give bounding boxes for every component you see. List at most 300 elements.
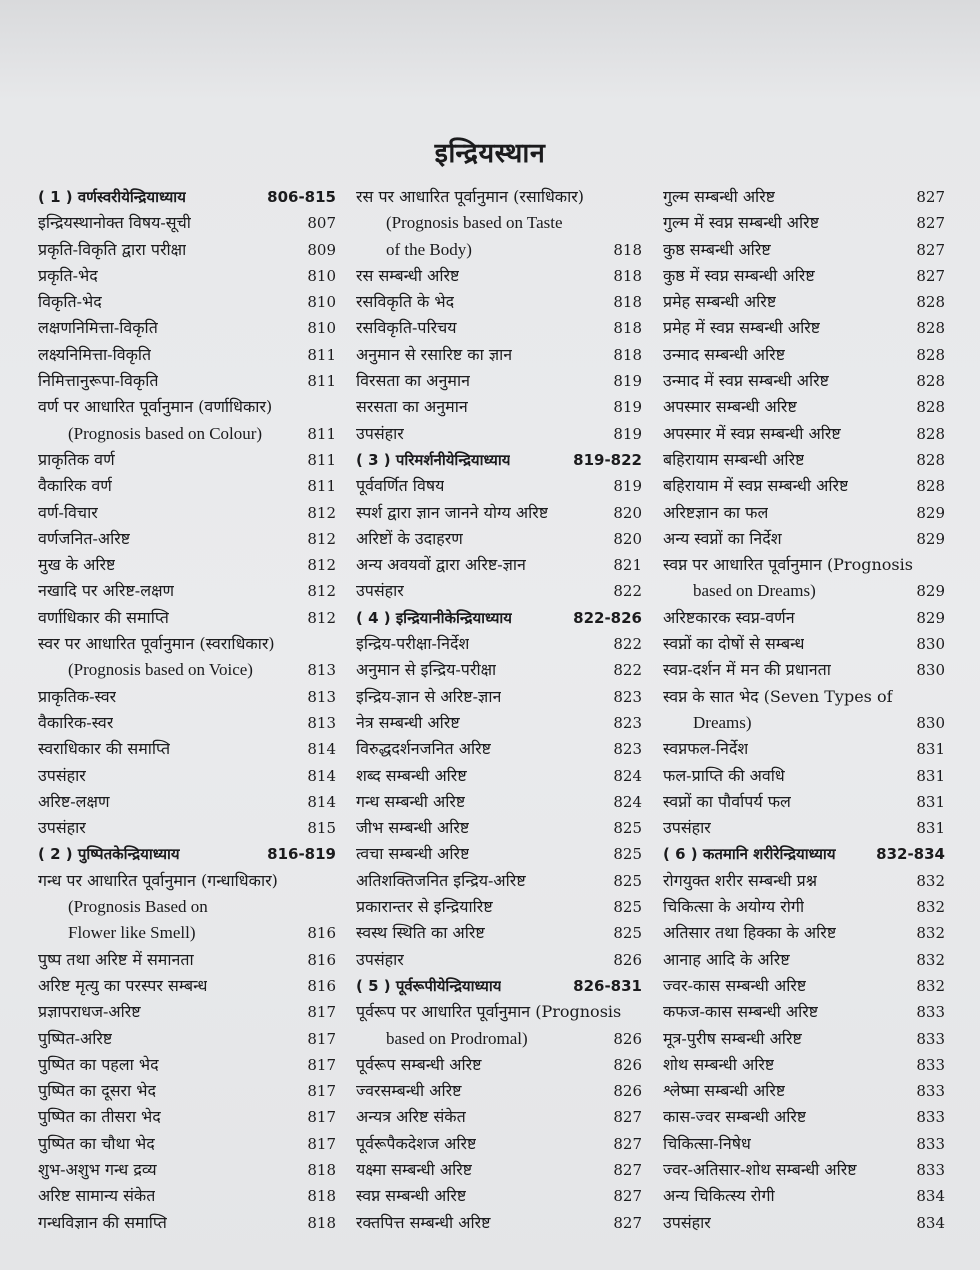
toc-entry	[356, 394, 642, 420]
entry-title: स्वस्थ स्थिति का अरिष्ट	[356, 923, 485, 943]
page-number: 823	[613, 713, 642, 732]
page-number: 818	[613, 240, 642, 259]
page-number: 833	[916, 1003, 945, 1022]
page-number: 833	[916, 1055, 945, 1074]
toc-entry	[356, 237, 642, 263]
entry-title: अरिष्ट सामान्य संकेत	[38, 1186, 156, 1206]
toc-entry	[356, 684, 642, 710]
entry-title: पुष्पित का तीसरा भेद	[38, 1107, 161, 1127]
entry-title: गन्धविज्ञान की समाप्ति	[38, 1212, 167, 1232]
page-number: 812	[307, 608, 336, 627]
page-number: 828	[916, 293, 945, 312]
toc-entry	[663, 1183, 945, 1209]
page-number: 816-819	[267, 845, 336, 864]
page-number: 829	[916, 503, 945, 522]
page-number: 831	[916, 766, 945, 785]
toc-entry	[663, 657, 945, 683]
toc-entry	[38, 1078, 336, 1104]
toc-entry	[663, 920, 945, 946]
page-number: 818	[307, 1213, 336, 1232]
toc-entry	[38, 710, 336, 736]
entry-title: गन्ध सम्बन्धी अरिष्ट	[356, 791, 466, 811]
toc-entry	[38, 894, 336, 920]
page-number: 829	[916, 582, 945, 601]
entry-title: नेत्र सम्बन्धी अरिष्ट	[356, 712, 460, 732]
entry-title: निमित्तानुरूपा-विकृति	[38, 371, 159, 391]
entry-title: इन्द्रिय-ज्ञान से अरिष्ट-ज्ञान	[356, 686, 502, 706]
entry-title: विरसता का अनुमान	[356, 371, 470, 391]
page-number: 810	[307, 319, 336, 338]
toc-entry	[663, 763, 945, 789]
toc-entry	[663, 605, 945, 631]
page-number: 832	[916, 976, 945, 995]
toc-entry	[663, 552, 945, 578]
page-number: 819	[613, 372, 642, 391]
toc-entry	[38, 1052, 336, 1078]
toc-entry	[663, 1104, 945, 1130]
entry-title: वर्ण-विचार	[38, 502, 98, 522]
entry-title: अरिष्टकारक स्वप्न-वर्णन	[663, 607, 795, 627]
entry-title: अपस्मार सम्बन्धी अरिष्ट	[663, 397, 797, 417]
toc-entry	[38, 1026, 336, 1052]
toc-entry	[356, 500, 642, 526]
toc-entry	[38, 947, 336, 973]
page-number: 814	[307, 766, 336, 785]
page-number: 832-834	[876, 845, 945, 864]
entry-title: स्वराधिकार की समाप्ति	[38, 739, 171, 759]
page-number: 817	[307, 1134, 336, 1153]
toc-entry	[38, 315, 336, 341]
entry-title: ( 3 ) परिमर्शनीयेन्द्रियाध्याय	[356, 450, 511, 469]
entry-title: उन्माद में स्वप्न सम्बन्धी अरिष्ट	[663, 371, 830, 391]
page-number: 827	[613, 1108, 642, 1127]
entry-title: स्पर्श द्वारा ज्ञान जानने योग्य अरिष्ट	[356, 502, 549, 522]
page-number: 827	[613, 1213, 642, 1232]
page-number: 834	[916, 1187, 945, 1206]
toc-entry	[38, 421, 336, 447]
entry-title: ज्वर-कास सम्बन्धी अरिष्ट	[663, 975, 807, 995]
toc-entry	[38, 789, 336, 815]
toc-entry	[356, 1183, 642, 1209]
toc-entry	[356, 421, 642, 447]
entry-title: आनाह आदि के अरिष्ट	[663, 949, 790, 969]
page-number: 819	[613, 398, 642, 417]
entry-title: फल-प्राप्ति की अवधि	[663, 765, 785, 785]
page-number: 818	[613, 345, 642, 364]
entry-title: उपसंहार	[38, 818, 86, 838]
entry-title: अरिष्ट-लक्षण	[38, 791, 110, 811]
toc-entry	[38, 1183, 336, 1209]
entry-title: वर्णाधिकार की समाप्ति	[38, 607, 169, 627]
entry-title: अन्य चिकित्स्य रोगी	[663, 1186, 775, 1206]
toc-entry	[38, 210, 336, 236]
entry-title: रस पर आधारित पूर्वानुमान (रसाधिकार)	[356, 187, 585, 206]
entry-title: (Prognosis based on Voice)	[68, 660, 253, 680]
toc-entry	[356, 868, 642, 894]
chapter-heading	[38, 184, 336, 210]
toc-entry	[663, 736, 945, 762]
toc-entry	[356, 920, 642, 946]
toc-entry	[356, 1131, 642, 1157]
page-number: 824	[613, 792, 642, 811]
entry-title: स्वप्न पर आधारित पूर्वानुमान (Prognosis	[663, 555, 913, 575]
toc-entry	[38, 289, 336, 315]
toc-entry	[356, 263, 642, 289]
toc-entry	[356, 631, 642, 657]
page-number: 811	[307, 372, 336, 391]
entry-title: स्वप्नों का दोषों से सम्बन्ध	[663, 634, 805, 654]
entry-title: based on Dreams)	[693, 581, 816, 601]
page-number: 822-826	[573, 608, 642, 627]
entry-title: कास-ज्वर सम्बन्धी अरिष्ट	[663, 1107, 807, 1127]
page-number: 820	[613, 503, 642, 522]
entry-title: मुख के अरिष्ट	[38, 555, 116, 575]
entry-title: मूत्र-पुरीष सम्बन्धी अरिष्ट	[663, 1028, 802, 1048]
page-number: 826	[613, 1055, 642, 1074]
toc-entry	[38, 920, 336, 946]
page-number: 825	[613, 871, 642, 890]
toc-entry	[356, 789, 642, 815]
page-number: 820	[613, 529, 642, 548]
toc-entry	[38, 868, 336, 894]
toc-entry	[356, 1052, 642, 1078]
page-number: 828	[916, 477, 945, 496]
entry-title: ( 2 ) पुष्पितकेन्द्रियाध्याय	[38, 845, 180, 864]
page-number: 832	[916, 950, 945, 969]
entry-title: अन्य अवयवों द्वारा अरिष्ट-ज्ञान	[356, 555, 526, 575]
page-number: 819-822	[573, 450, 642, 469]
page-number: 811	[307, 345, 336, 364]
page-number: 815	[307, 819, 336, 838]
page-number: 829	[916, 529, 945, 548]
page-number: 830	[916, 713, 945, 732]
page-number: 830	[916, 635, 945, 654]
entry-title: पुष्पित का पहला भेद	[38, 1054, 159, 1074]
toc-entry	[663, 473, 945, 499]
page-number: 813	[307, 661, 336, 680]
entry-title: शोथ सम्बन्धी अरिष्ट	[663, 1054, 775, 1074]
toc-entry	[356, 710, 642, 736]
page-number: 832	[916, 871, 945, 890]
page-number: 833	[916, 1160, 945, 1179]
entry-title: वैकारिक-स्वर	[38, 712, 114, 732]
toc-entry	[663, 973, 945, 999]
toc-entry	[356, 736, 642, 762]
entry-title: ज्वर-अतिसार-शोथ सम्बन्धी अरिष्ट	[663, 1159, 857, 1179]
page-number: 823	[613, 740, 642, 759]
toc-entry	[356, 841, 642, 867]
entry-title: उपसंहार	[356, 581, 404, 601]
entry-title: गन्ध पर आधारित पूर्वानुमान (गन्धाधिकार)	[38, 870, 278, 890]
entry-title: स्वप्नों का पौर्वापर्य फल	[663, 791, 791, 811]
toc-entry	[38, 473, 336, 499]
page-number: 818	[613, 293, 642, 312]
page-number: 827	[916, 266, 945, 285]
page-number: 812	[307, 529, 336, 548]
entry-title: अपस्मार में स्वप्न सम्बन्धी अरिष्ट	[663, 423, 841, 443]
toc-entry	[356, 999, 642, 1025]
toc-entry	[663, 184, 945, 210]
toc-entry	[38, 1104, 336, 1130]
entry-title: (Prognosis Based on	[68, 897, 208, 917]
page-number: 826	[613, 1029, 642, 1048]
toc-entry	[356, 657, 642, 683]
page-number: 816	[307, 950, 336, 969]
toc-entry	[38, 736, 336, 762]
entry-title: जीभ सम्बन्धी अरिष्ट	[356, 818, 470, 838]
page-number: 816	[307, 976, 336, 995]
toc-entry	[663, 1026, 945, 1052]
entry-title: (Prognosis based on Taste	[386, 213, 563, 233]
entry-title: स्वर पर आधारित पूर्वानुमान (स्वराधिकार)	[38, 634, 275, 654]
toc-entry	[663, 684, 945, 710]
page-number: 833	[916, 1108, 945, 1127]
entry-title: अरिष्टों के उदाहरण	[356, 528, 463, 548]
page-number: 814	[307, 740, 336, 759]
page-number: 826	[613, 1082, 642, 1101]
entry-title: ( 4 ) इन्द्रियानीकेन्द्रियाध्याय	[356, 608, 512, 627]
page-number: 812	[307, 556, 336, 575]
entry-title: अतिशक्तिजनित इन्द्रिय-अरिष्ट	[356, 870, 526, 890]
page-number: 811	[307, 424, 336, 443]
toc-entry	[38, 237, 336, 263]
entry-title: रसविकृति के भेद	[356, 292, 455, 312]
entry-title: स्वप्न-दर्शन में मन की प्रधानता	[663, 660, 831, 680]
page-number: 828	[916, 398, 945, 417]
entry-title: उपसंहार	[356, 949, 404, 969]
entry-title: कफज-कास सम्बन्धी अरिष्ट	[663, 1002, 819, 1022]
entry-title: उपसंहार	[38, 765, 86, 785]
page-number: 806-815	[267, 188, 336, 206]
toc-entry	[356, 526, 642, 552]
toc-entry	[663, 500, 945, 526]
entry-title: स्वप्न सम्बन्धी अरिष्ट	[356, 1186, 467, 1206]
toc-entry	[356, 552, 642, 578]
toc-entry	[356, 342, 642, 368]
toc-entry	[38, 973, 336, 999]
toc-entry	[663, 868, 945, 894]
entry-title: प्राकृतिक वर्ण	[38, 449, 115, 469]
entry-title: रस सम्बन्धी अरिष्ट	[356, 265, 460, 285]
entry-title: अनुमान से इन्द्रिय-परीक्षा	[356, 660, 497, 680]
entry-title: विरुद्धदर्शनजनित अरिष्ट	[356, 739, 492, 759]
entry-title: शुभ-अशुभ गन्ध द्रव्य	[38, 1159, 157, 1179]
toc-entry	[356, 289, 642, 315]
page-number: 829	[916, 608, 945, 627]
toc-column-3	[663, 184, 945, 1236]
entry-title: श्लेष्मा सम्बन्धी अरिष्ट	[663, 1081, 786, 1101]
toc-entry	[356, 184, 642, 210]
entry-title: पूर्वरूप पर आधारित पूर्वानुमान (Prognosis	[356, 1002, 622, 1022]
page-number: 826-831	[573, 976, 642, 995]
toc-entry	[663, 578, 945, 604]
entry-title: पूर्वरूपैकदेशज अरिष्ट	[356, 1133, 477, 1153]
toc-column-2	[356, 184, 642, 1236]
toc-entry	[356, 473, 642, 499]
entry-title: कुष्ठ में स्वप्न सम्बन्धी अरिष्ट	[663, 265, 815, 285]
page-number: 814	[307, 792, 336, 811]
toc-entry	[663, 631, 945, 657]
page-number: 827	[613, 1187, 642, 1206]
toc-entry	[356, 315, 642, 341]
toc-entry	[663, 894, 945, 920]
entry-title: चिकित्सा के अयोग्य रोगी	[663, 897, 805, 917]
toc-entry	[38, 526, 336, 552]
page-number: 827	[613, 1160, 642, 1179]
page-number: 810	[307, 293, 336, 312]
page-number: 830	[916, 661, 945, 680]
entry-title: उपसंहार	[663, 818, 711, 838]
page-number: 817	[307, 1055, 336, 1074]
entry-title: ज्वरसम्बन्धी अरिष्ट	[356, 1081, 462, 1101]
toc-entry	[663, 526, 945, 552]
entry-title: गुल्म सम्बन्धी अरिष्ट	[663, 187, 776, 206]
page-number: 827	[916, 188, 945, 206]
toc-entry	[356, 1104, 642, 1130]
entry-title: ( 6 ) कतमानि शरीरेन्द्रियाध्याय	[663, 845, 836, 864]
entry-title: इन्द्रिय-परीक्षा-निर्देश	[356, 634, 470, 654]
toc-entry	[38, 578, 336, 604]
entry-title: वर्ण पर आधारित पूर्वानुमान (वर्णाधिकार)	[38, 397, 273, 417]
entry-title: Flower like Smell)	[68, 923, 196, 943]
toc-entry	[663, 789, 945, 815]
entry-title: लक्ष्यनिमित्ता-विकृति	[38, 344, 152, 364]
page-number: 828	[916, 319, 945, 338]
toc-entry	[356, 763, 642, 789]
toc-entry	[38, 1157, 336, 1183]
entry-title: शब्द सम्बन्धी अरिष्ट	[356, 765, 467, 785]
entry-title: प्रमेह सम्बन्धी अरिष्ट	[663, 292, 777, 312]
page-number: 822	[613, 582, 642, 601]
toc-entry	[38, 631, 336, 657]
entry-title: उपसंहार	[356, 423, 404, 443]
chapter-heading	[356, 973, 642, 999]
toc-entry	[38, 342, 336, 368]
page-number: 818	[613, 319, 642, 338]
entry-title: ( 5 ) पूर्वरूपीयेन्द्रियाध्याय	[356, 976, 502, 995]
toc-entry	[38, 684, 336, 710]
toc-entry	[356, 368, 642, 394]
page-number: 828	[916, 424, 945, 443]
page-number: 818	[307, 1160, 336, 1179]
page-number: 811	[307, 450, 336, 469]
toc-entry	[38, 447, 336, 473]
toc-entry	[38, 657, 336, 683]
toc-entry	[356, 1078, 642, 1104]
entry-title: अन्य स्वप्नों का निर्देश	[663, 528, 782, 548]
toc-entry	[38, 394, 336, 420]
toc-entry	[38, 1131, 336, 1157]
page-number: 827	[613, 1134, 642, 1153]
page-number: 817	[307, 1003, 336, 1022]
entry-title: वैकारिक वर्ण	[38, 476, 112, 496]
page-number: 817	[307, 1082, 336, 1101]
entry-title: उन्माद सम्बन्धी अरिष्ट	[663, 344, 786, 364]
page-number: 827	[916, 240, 945, 259]
page-number: 834	[916, 1213, 945, 1232]
entry-title: रोगयुक्त शरीर सम्बन्धी प्रश्न	[663, 870, 818, 890]
toc-entry	[663, 237, 945, 263]
entry-title: रक्तपित्त सम्बन्धी अरिष्ट	[356, 1212, 491, 1232]
entry-title: लक्षणनिमित्ता-विकृति	[38, 318, 158, 338]
entry-title: प्रकारान्तर से इन्द्रियारिष्ट	[356, 897, 493, 917]
page-number: 822	[613, 635, 642, 654]
page-number: 825	[613, 819, 642, 838]
entry-title: based on Prodromal)	[386, 1028, 528, 1048]
toc-entry	[663, 710, 945, 736]
entry-title: अन्यत्र अरिष्ट संकेत	[356, 1107, 466, 1127]
toc-entry	[356, 1026, 642, 1052]
page-number: 812	[307, 503, 336, 522]
page-number: 813	[307, 713, 336, 732]
entry-title: Dreams)	[693, 712, 752, 732]
page-number: 822	[613, 661, 642, 680]
entry-title: प्राकृतिक-स्वर	[38, 686, 117, 706]
toc-entry	[356, 210, 642, 236]
toc-entry	[663, 1210, 945, 1236]
page-number: 826	[613, 950, 642, 969]
entry-title: रसविकृति-परिचय	[356, 318, 457, 338]
entry-title: नखादि पर अरिष्ट-लक्षण	[38, 581, 175, 601]
page-number: 810	[307, 266, 336, 285]
page-number: 831	[916, 819, 945, 838]
chapter-heading	[356, 447, 642, 473]
toc-entry	[38, 500, 336, 526]
toc-entry	[38, 552, 336, 578]
entry-title: अरिष्ट मृत्यु का परस्पर सम्बन्ध	[38, 975, 208, 995]
entry-title: अतिसार तथा हिक्का के अरिष्ट	[663, 923, 837, 943]
toc-entry	[663, 394, 945, 420]
toc-entry	[663, 1157, 945, 1183]
entry-title: यक्ष्मा सम्बन्धी अरिष्ट	[356, 1159, 473, 1179]
toc-entry	[38, 1210, 336, 1236]
entry-title: बहिरायाम में स्वप्न सम्बन्धी अरिष्ट	[663, 476, 849, 496]
page-number: 821	[613, 556, 642, 575]
toc-entry	[663, 210, 945, 236]
page-number: 818	[613, 266, 642, 285]
entry-title: उपसंहार	[663, 1212, 711, 1232]
page-number: 833	[916, 1029, 945, 1048]
toc-entry	[38, 605, 336, 631]
page-title: इन्द्रियस्थान	[434, 138, 546, 169]
page-number: 819	[613, 424, 642, 443]
chapter-heading	[356, 605, 642, 631]
page-number: 824	[613, 766, 642, 785]
page-number: 828	[916, 450, 945, 469]
entry-title: त्वचा सम्बन्धी अरिष्ट	[356, 844, 470, 864]
page-number: 825	[613, 898, 642, 917]
entry-title: प्रमेह में स्वप्न सम्बन्धी अरिष्ट	[663, 318, 821, 338]
entry-title: इन्द्रियस्थानोक्त विषय-सूची	[38, 213, 191, 233]
entry-title: पूर्ववर्णित विषय	[356, 476, 445, 496]
page-number: 811	[307, 477, 336, 496]
entry-title: वर्णजनित-अरिष्ट	[38, 528, 131, 548]
page-number: 812	[307, 582, 336, 601]
toc-entry	[38, 263, 336, 289]
entry-title: स्वप्न के सात भेद (Seven Types of	[663, 686, 893, 706]
entry-title: विकृति-भेद	[38, 292, 102, 312]
page-number: 831	[916, 740, 945, 759]
toc-entry	[356, 894, 642, 920]
page-number: 828	[916, 345, 945, 364]
page-number: 807	[307, 214, 336, 233]
entry-title: पूर्वरूप सम्बन्धी अरिष्ट	[356, 1054, 482, 1074]
toc-entry	[663, 289, 945, 315]
page-number: 831	[916, 792, 945, 811]
page-number: 819	[613, 477, 642, 496]
page-number: 828	[916, 372, 945, 391]
toc-entry	[38, 763, 336, 789]
